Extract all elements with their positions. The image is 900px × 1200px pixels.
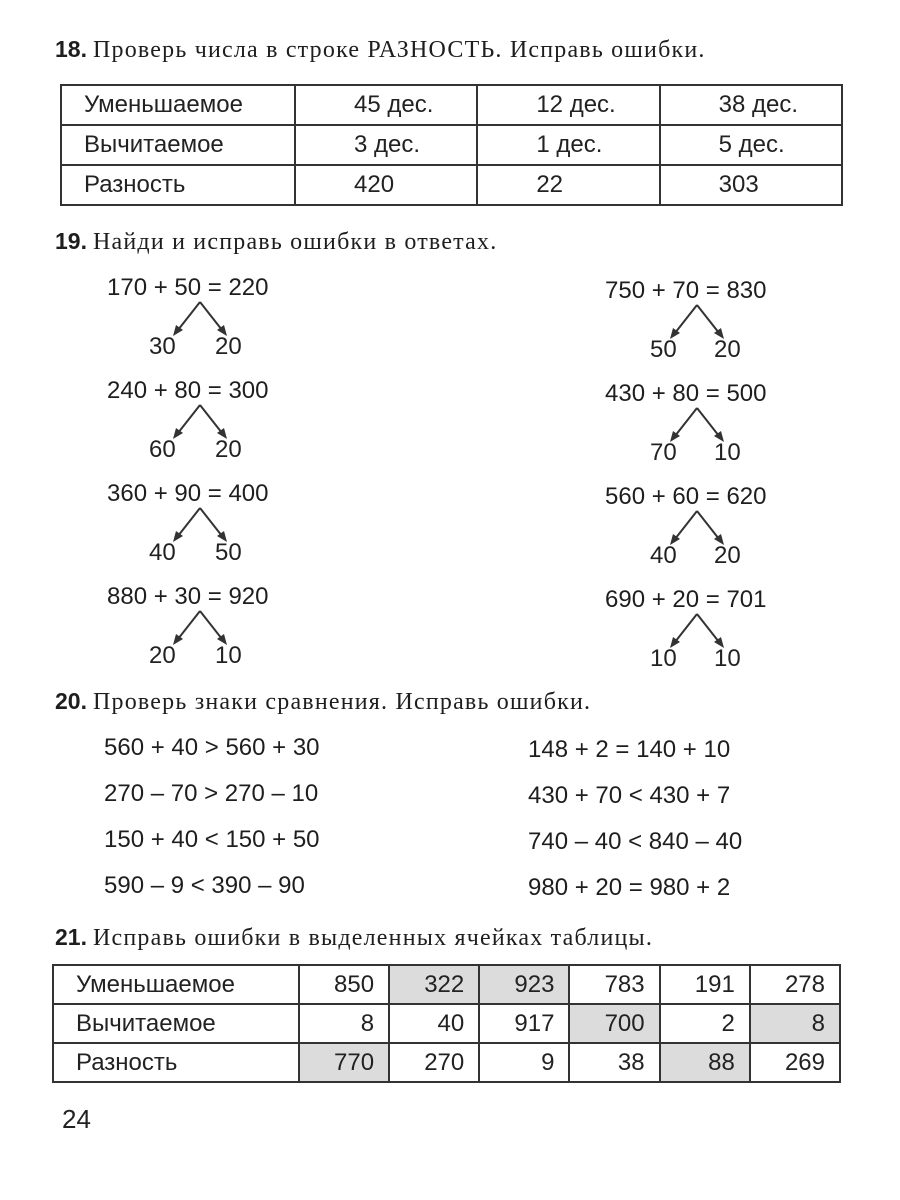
task-21-table [52, 964, 841, 1083]
part-value: 20 [149, 642, 176, 669]
part-value: 30 [149, 333, 176, 360]
table-row [61, 125, 842, 165]
part-value: 10 [650, 645, 677, 672]
comparison: 740 – 40 < 840 – 40 [528, 828, 743, 855]
table-cell: 2 [660, 1004, 750, 1043]
table-row [53, 1004, 840, 1043]
task-18-heading [55, 36, 706, 64]
part-value: 70 [650, 439, 677, 466]
table-cell: 38 дес. [660, 85, 842, 125]
task-20-text: Проверь знаки сравнения. Исправь ошибки. [92, 689, 592, 715]
table-cell: 850 [299, 965, 389, 1004]
table-cell: 278 [750, 965, 840, 1004]
comparison: 430 + 70 < 430 + 7 [528, 782, 731, 809]
part-value: 50 [650, 336, 677, 363]
equation: 880 + 30 = 920 [107, 583, 269, 610]
part-value: 20 [714, 542, 741, 569]
row-label: Разность [61, 165, 295, 205]
task-18-text: Проверь числа в строке РАЗНОСТЬ. Исправь ошибки. [92, 37, 706, 63]
equation: 690 + 20 = 701 [605, 586, 767, 613]
highlighted-cell: 8 [750, 1004, 840, 1043]
task-19-number: 19. [55, 228, 87, 254]
equation: 240 + 80 = 300 [107, 377, 269, 404]
task-18-number: 18. [55, 36, 87, 62]
comparison: 560 + 40 > 560 + 30 [104, 734, 320, 761]
task-20-number: 20. [55, 688, 87, 714]
table-row [61, 165, 842, 205]
task-21-heading [55, 924, 653, 952]
part-value: 10 [215, 642, 242, 669]
row-label: Уменьшаемое [53, 965, 299, 1004]
part-value: 60 [149, 436, 176, 463]
table-cell: 8 [299, 1004, 389, 1043]
task-19-heading [55, 228, 497, 256]
highlighted-cell: 770 [299, 1043, 389, 1082]
part-value: 10 [714, 439, 741, 466]
comparison: 980 + 20 = 980 + 2 [528, 874, 731, 901]
table-cell: 45 дес. [295, 85, 477, 125]
table-row [53, 965, 840, 1004]
equation: 750 + 70 = 830 [605, 277, 767, 304]
task-18-table [60, 84, 843, 206]
table-row [61, 85, 842, 125]
table-cell: 40 [389, 1004, 479, 1043]
row-label: Разность [53, 1043, 299, 1082]
row-label: Вычитаемое [53, 1004, 299, 1043]
table-row [53, 1043, 840, 1082]
page-number: 24 [62, 1104, 91, 1134]
table-cell: 420 [295, 165, 477, 205]
part-value: 50 [215, 539, 242, 566]
row-label: Уменьшаемое [61, 85, 295, 125]
comparison: 590 – 9 < 390 – 90 [104, 872, 305, 899]
table-cell: 9 [479, 1043, 569, 1082]
task-20-heading [55, 688, 591, 716]
task-21-number: 21. [55, 924, 87, 950]
part-value: 40 [149, 539, 176, 566]
table-cell: 303 [660, 165, 842, 205]
table-cell: 269 [750, 1043, 840, 1082]
table-cell: 917 [479, 1004, 569, 1043]
comparison: 270 – 70 > 270 – 10 [104, 780, 319, 807]
part-value: 40 [650, 542, 677, 569]
equation: 560 + 60 = 620 [605, 483, 767, 510]
comparison: 150 + 40 < 150 + 50 [104, 826, 320, 853]
part-value: 10 [714, 645, 741, 672]
part-value: 20 [714, 336, 741, 363]
part-value: 20 [215, 436, 242, 463]
highlighted-cell: 923 [479, 965, 569, 1004]
row-label: Вычитаемое [61, 125, 295, 165]
table-cell: 270 [389, 1043, 479, 1082]
table-cell: 5 дес. [660, 125, 842, 165]
highlighted-cell: 700 [569, 1004, 659, 1043]
task-19-text: Найди и исправь ошибки в ответах. [92, 229, 498, 255]
highlighted-cell: 322 [389, 965, 479, 1004]
equation: 170 + 50 = 220 [107, 274, 269, 301]
table-cell: 3 дес. [295, 125, 477, 165]
comparison: 148 + 2 = 140 + 10 [528, 736, 731, 763]
table-cell: 191 [660, 965, 750, 1004]
equation: 360 + 90 = 400 [107, 480, 269, 507]
table-cell: 783 [569, 965, 659, 1004]
task-21-text: Исправь ошибки в выделенных ячейках таблицы. [92, 925, 654, 951]
table-cell: 38 [569, 1043, 659, 1082]
part-value: 20 [215, 333, 242, 360]
highlighted-cell: 88 [660, 1043, 750, 1082]
table-cell: 12 дес. [477, 85, 659, 125]
equation: 430 + 80 = 500 [605, 380, 767, 407]
table-cell: 22 [477, 165, 659, 205]
table-cell: 1 дес. [477, 125, 659, 165]
